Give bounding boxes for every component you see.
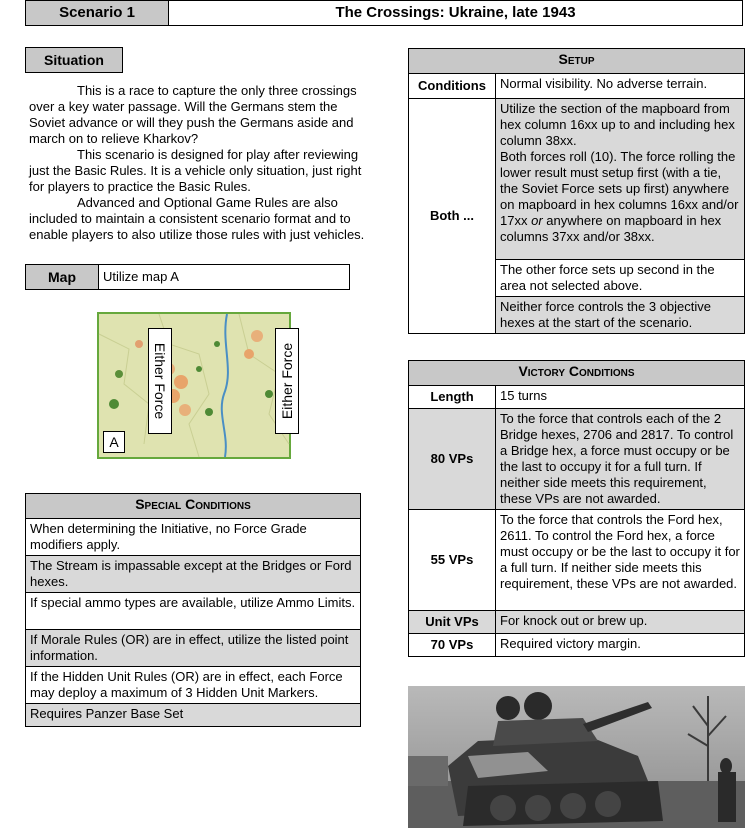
special-conditions-table — [25, 493, 361, 727]
victory-title — [409, 361, 745, 386]
special-conditions-title-text: Special Conditions — [135, 496, 251, 512]
setup-roll-text: Both forces roll (10). The force rolling the lower result must setup first (with a tie, the Soviet Force sets up first) anywhere on mapboard in hex columns 16xx and/or 17xx — [500, 149, 739, 228]
victory-value: To the force that controls the Ford hex, 2611. To control the Ford hex, a force must occupy or be the last to occupy it for a full turn. If neither side meets this requirement, these VPs are not awarded. — [496, 510, 745, 611]
victory-value: Required victory margin. — [496, 634, 745, 657]
setup-title-text: Setup — [558, 51, 595, 67]
right-deploy-label: Either Force — [279, 342, 295, 420]
map-terrain-illustration — [99, 314, 289, 457]
special-condition-row: If special ammo types are available, utilize Ammo Limits. — [26, 593, 361, 630]
special-condition-row: When determining the Initiative, no Force Grade modifiers apply. — [26, 519, 361, 556]
setup-columns-text: Utilize the section of the mapboard from hex column 16xx up to and including hex column 38xx. — [500, 101, 735, 148]
victory-value: To the force that controls each of the 2 Bridge hexes, 2706 and 2817. To control a Bridge hex, a force must occupy or be the last to occupy it for a full turn. If neither side meets this requirement, these VPs are not awarded. — [496, 409, 745, 510]
scenario-label: Scenario 1 — [26, 1, 169, 25]
left-deploy-label: Either Force — [152, 342, 168, 420]
map-letter: A — [103, 431, 125, 453]
special-condition-row: Requires Panzer Base Set — [26, 704, 361, 727]
situation-text — [29, 83, 375, 243]
map-label: Map — [26, 265, 99, 289]
victory-label: Unit VPs — [409, 611, 496, 634]
victory-value: 15 turns — [496, 386, 745, 409]
setup-title — [409, 49, 745, 74]
special-condition-row: If Morale Rules (OR) are in effect, utilize the listed point information. — [26, 630, 361, 667]
conditions-label: Conditions — [409, 74, 496, 99]
tank-photo-illustration — [408, 686, 745, 828]
victory-label: Length — [409, 386, 496, 409]
special-condition-row: The Stream is impassable except at the Bridges or Ford hexes. — [26, 556, 361, 593]
right-deploy-zone — [275, 328, 299, 434]
objective-rule: Neither force controls the 3 objective hexes at the start of the scenario. — [496, 297, 745, 334]
map-thumbnail — [97, 312, 295, 459]
left-deploy-zone — [148, 328, 172, 434]
situation-paragraph: This scenario is designed for play after reviewing just the Basic Rules. It is a vehicle only situation, just right for players to practice the Basic Rules. — [29, 147, 362, 194]
setup-or-text: or — [531, 213, 543, 228]
conditions-value: Normal visibility. No adverse terrain. — [496, 74, 745, 99]
situation-label: Situation — [25, 47, 123, 73]
situation-paragraph: This is a race to capture the only three crossings over a key water passage. Will the Germans stem the Soviet advance or will they push the Germans aside and march on to relieve Kharkov? — [29, 83, 357, 146]
victory-label: 80 VPs — [409, 409, 496, 510]
header-bar — [25, 0, 743, 26]
scenario-title: The Crossings: Ukraine, late 1943 — [335, 4, 576, 21]
map-row — [25, 264, 350, 290]
both-label: Both ... — [409, 99, 496, 334]
tank-photo — [408, 686, 745, 828]
special-conditions-title — [26, 494, 361, 519]
setup-table — [408, 48, 745, 334]
victory-title-text: Victory Conditions — [518, 363, 635, 379]
situation-paragraph: Advanced and Optional Game Rules are also included to maintain a consistent scenario format and to enable players to also utilize those rules with just vehicles. — [29, 195, 365, 242]
victory-conditions-table — [408, 360, 745, 657]
map-value: Utilize map A — [103, 269, 179, 284]
victory-label: 55 VPs — [409, 510, 496, 611]
victory-value: For knock out or brew up. — [496, 611, 745, 634]
special-condition-row: If the Hidden Unit Rules (OR) are in effect, each Force may deploy a maximum of 3 Hidden Unit Markers. — [26, 667, 361, 704]
victory-label: 70 VPs — [409, 634, 496, 657]
both-setup-rule — [496, 99, 745, 260]
setup-alt-text: anywhere on mapboard in hex columns 37xx and/or 38xx. — [500, 213, 722, 244]
second-setup-rule: The other force sets up second in the area not selected above. — [496, 260, 745, 297]
